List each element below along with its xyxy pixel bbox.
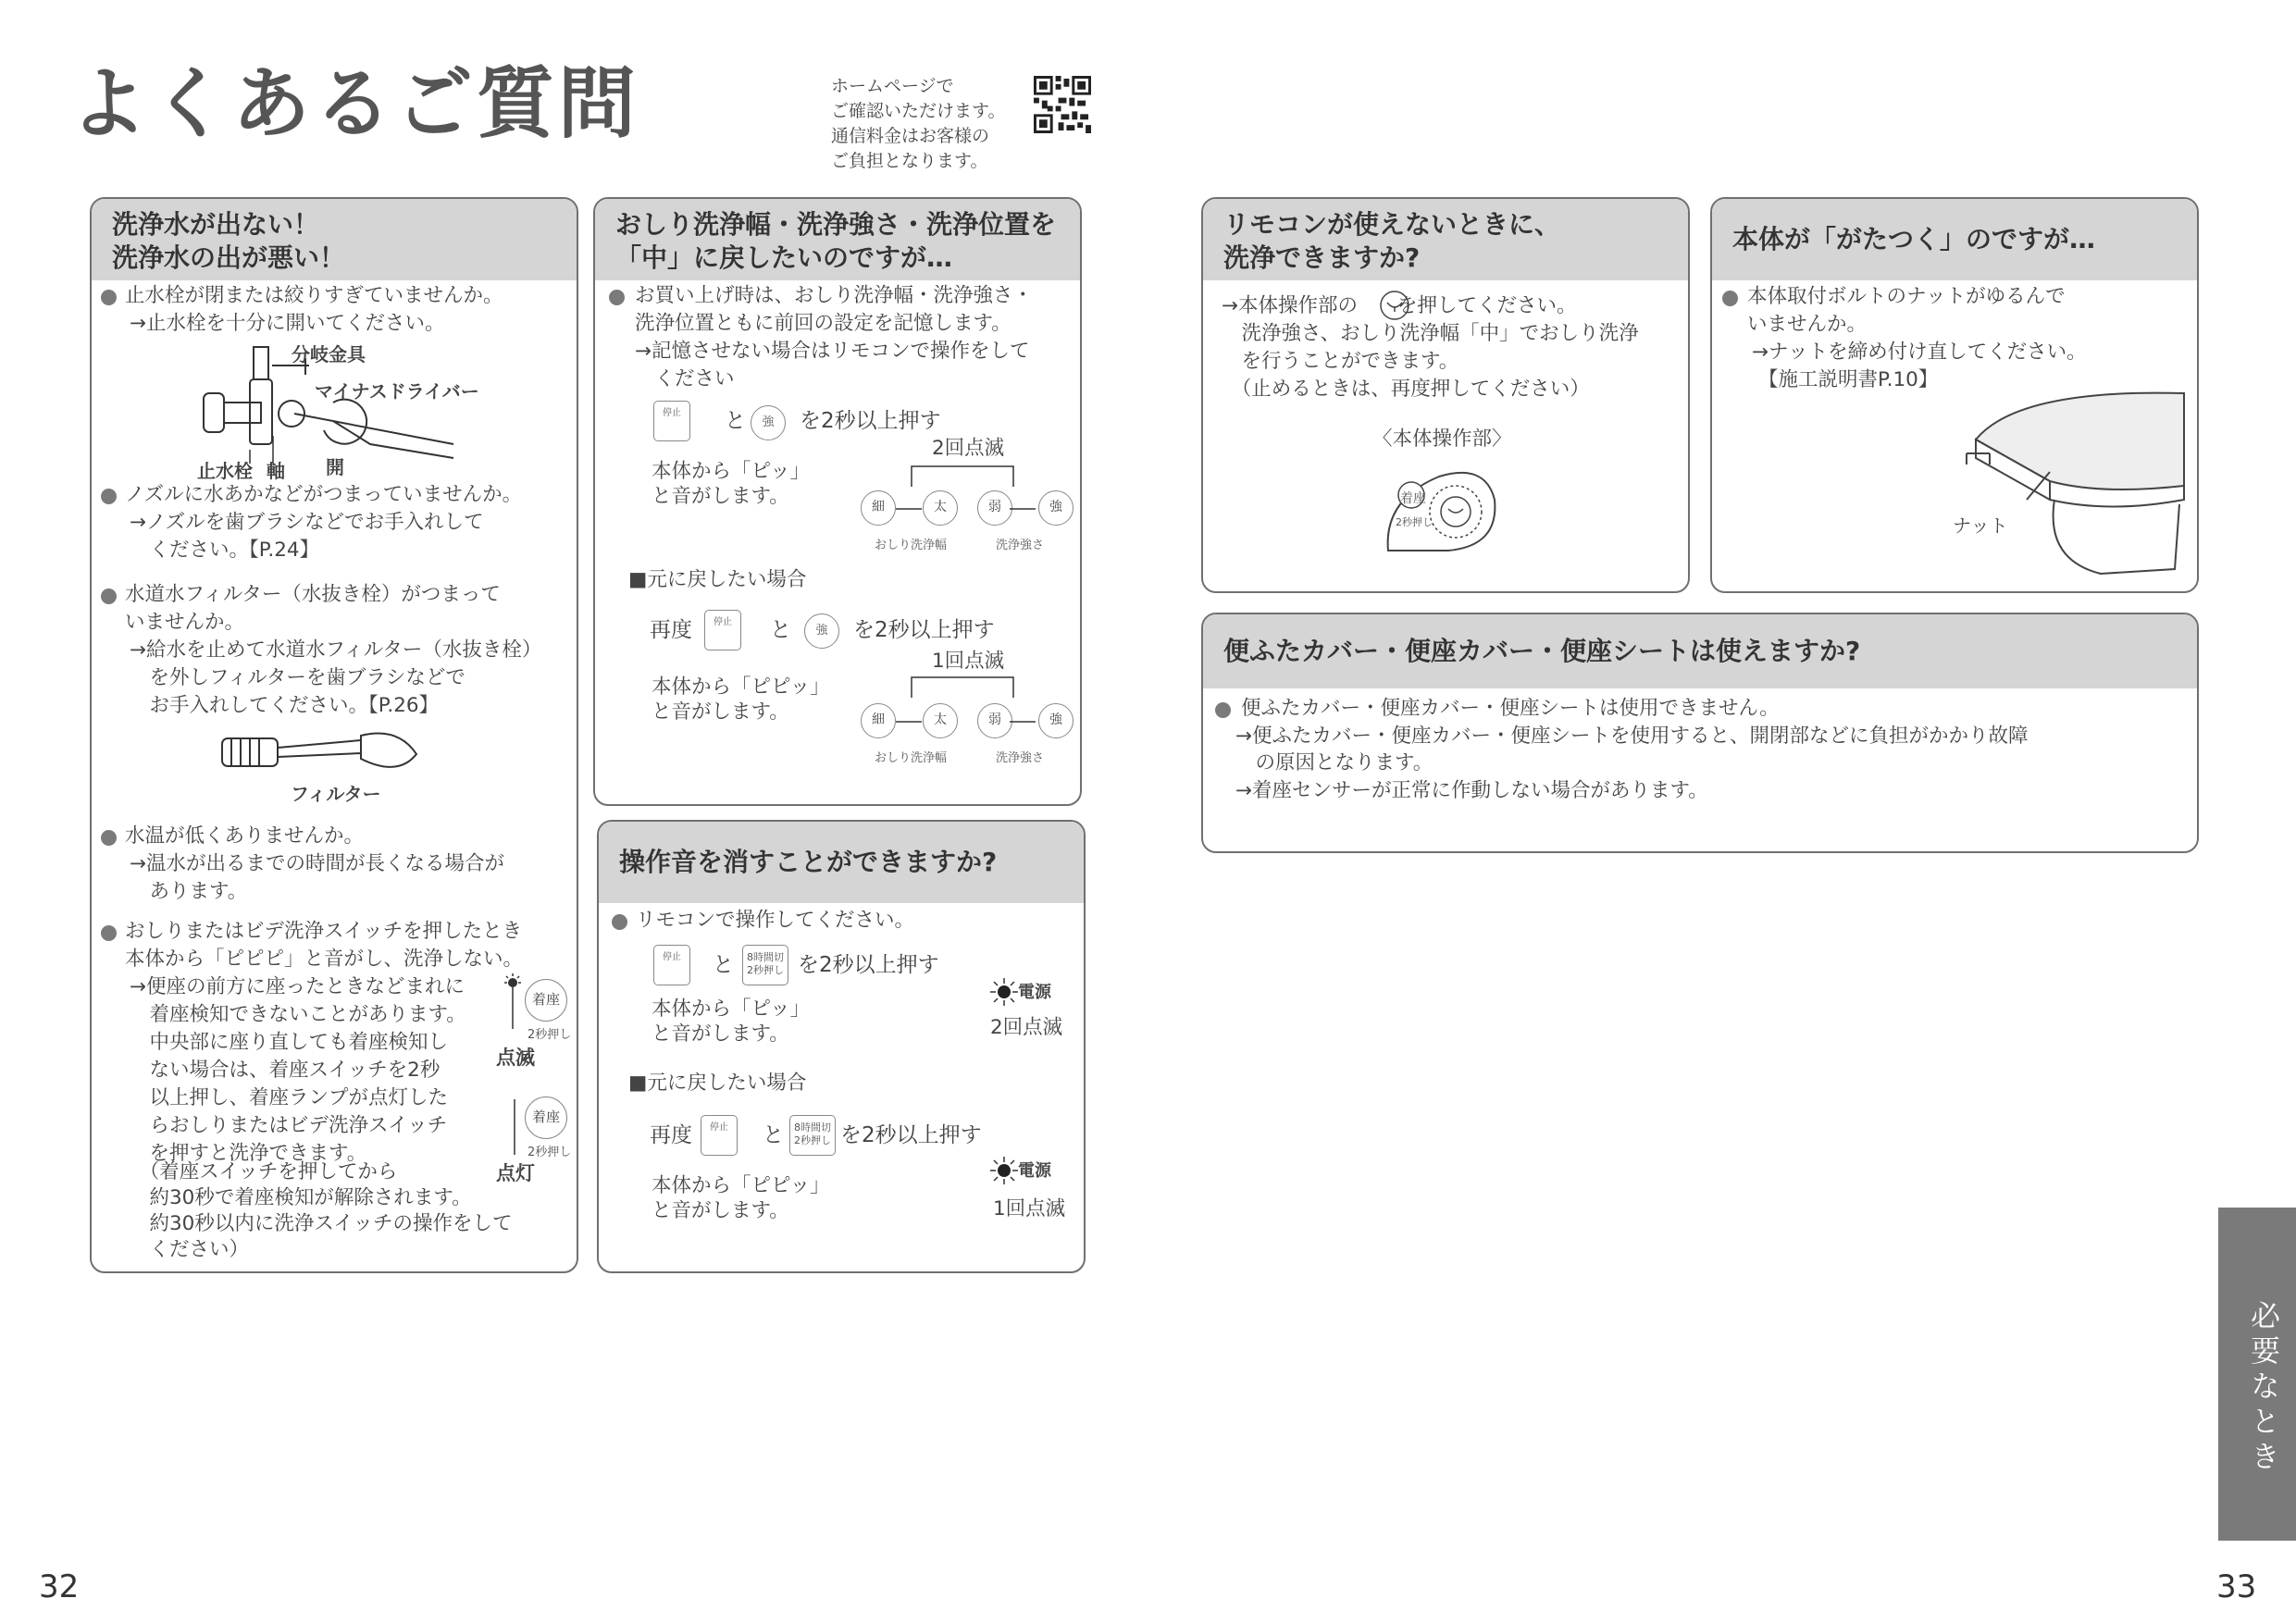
faq-heading — [1712, 199, 2197, 280]
qr-note-line: 通信料金はお客様の — [831, 126, 990, 146]
stop-button[interactable]: 停止 — [653, 945, 690, 985]
text-line: 洗浄強さ、おしり洗浄幅「中」でおしり洗浄 — [1222, 322, 1639, 345]
heading-line: おしり洗浄幅・洗浄強さ・洗浄位置を — [615, 209, 1057, 240]
heading-line: 「中」に戻したいのですが… — [615, 242, 953, 273]
text-line: →着座センサーが正常に作動しない場合があります。 — [1235, 779, 1708, 802]
power-label: 電源 — [1018, 983, 1051, 1002]
lamp-narrow: 細 — [861, 490, 896, 526]
lamp-weak: 弱 — [977, 703, 1012, 738]
text-line: 本体取付ボルトのナットがゆるんで — [1747, 285, 2066, 308]
page-number-right: 33 — [2216, 1568, 2257, 1605]
label-open: 開 — [326, 456, 344, 478]
faq-heading — [595, 199, 1080, 280]
lamp-strong: 強 — [1038, 490, 1074, 526]
heading-line: 操作音を消すことができますか? — [619, 847, 998, 877]
text-line: あります。 — [130, 880, 248, 903]
stop-button[interactable]: 停止 — [701, 1115, 738, 1156]
lamp-strong: 強 — [1038, 703, 1074, 738]
sound-line: と音がします。 — [652, 1199, 789, 1222]
heading-line: 便ふたカバー・便座カバー・便座シートは使えますか? — [1223, 636, 1861, 666]
bullet-icon — [101, 588, 117, 604]
heading-line: 洗浄水の出が悪い！ — [112, 242, 346, 273]
text-line: →記憶させない場合はリモコンで操作をして — [635, 340, 1030, 363]
seat-lamp-blinking: 着座 — [525, 979, 567, 1022]
text-line: →本体操作部の を押してください。 — [1222, 294, 1577, 317]
and-label: と — [713, 953, 734, 977]
text-line: らおしりまたはビデ洗浄スイッチ — [130, 1114, 448, 1137]
label-stop-valve: 止水栓 — [197, 460, 253, 482]
heading-line: 洗浄できますか? — [1223, 242, 1421, 273]
timer-label: 2秒押し — [747, 964, 784, 976]
heading-line: 本体が「がたつく」のですが… — [1732, 224, 2096, 254]
text-line: →ノズルを歯ブラシなどでお手入れして — [130, 511, 484, 534]
blink-count: 1回点滅 — [993, 1197, 1066, 1220]
text-line: 中央部に座り直しても着座検知し — [130, 1031, 449, 1054]
qr-note — [831, 74, 1005, 174]
text-line: （止めるときは、再度押してください） — [1222, 378, 1590, 401]
lamp-narrow: 細 — [861, 703, 896, 738]
lamp-group-label: 洗浄強さ — [996, 751, 1045, 765]
lamp-wide: 太 — [923, 703, 958, 738]
text-line: ノズルに水あかなどがつまっていませんか。 — [125, 483, 523, 506]
power-lamp-icon — [990, 976, 1018, 1008]
timer-label: 8時間切 — [747, 951, 784, 963]
push-label: 2秒押し — [1396, 516, 1433, 528]
text-line: ください — [635, 367, 735, 390]
text-line: 水道水フィルター（水抜き栓）がつまって — [125, 583, 501, 606]
blink-count: 1回点滅 — [932, 650, 1005, 673]
bullet-icon — [101, 830, 117, 846]
text-line: リモコンで操作してください。 — [636, 909, 915, 932]
again-label: 再度 — [650, 1123, 692, 1147]
text-line: を外しフィルターを歯ブラシなどで — [130, 666, 465, 689]
text-line: →止水栓を十分に開いてください。 — [130, 312, 445, 335]
side-tab-label: 必要なとき — [2246, 1300, 2281, 1476]
label-blinking: 点滅 — [496, 1047, 535, 1069]
text-line: お買い上げ時は、おしり洗浄幅・洗浄強さ・ — [635, 284, 1034, 307]
qr-note-line: ご負担となります。 — [831, 151, 988, 171]
instruction: を2秒以上押す — [800, 409, 941, 433]
text-line: 約30秒で着座検知が解除されます。 — [130, 1186, 472, 1209]
faq-heading — [1203, 614, 2197, 688]
lamp-connector-icon — [893, 718, 1041, 725]
bullet-icon — [1722, 291, 1738, 306]
lamp-group-label: おしり洗浄幅 — [875, 539, 948, 552]
label-screwdriver: マイナスドライバー — [315, 380, 479, 403]
stop-button[interactable]: 停止 — [653, 401, 690, 441]
text-line: →ナットを締め付け直してください。 — [1752, 341, 2087, 364]
text-line: 約30秒以内に洗浄スイッチの操作をして — [130, 1212, 513, 1235]
power-label: 電源 — [1018, 1161, 1051, 1181]
seat-button-label: 着座 — [1400, 491, 1426, 506]
blink-bracket-icon — [907, 461, 1027, 489]
text-line: を行うことができます。 — [1222, 350, 1459, 373]
lamp-wide: 太 — [923, 490, 958, 526]
timer-button[interactable] — [742, 945, 788, 985]
heading-line: 洗浄水が出ない！ — [112, 209, 320, 240]
text-line: （着座スイッチを押してから — [130, 1160, 398, 1183]
heading-line: リモコンが使えないときに、 — [1223, 209, 1561, 240]
lamp-group-label: おしり洗浄幅 — [875, 751, 948, 765]
sound-line: と音がします。 — [652, 700, 789, 724]
text-line: を押すと洗浄できます。 — [130, 1142, 367, 1165]
blink-count: 2回点滅 — [932, 437, 1005, 460]
sound-line: と音がします。 — [652, 485, 789, 508]
side-tab[interactable] — [2218, 1208, 2296, 1541]
faq-heading — [1203, 199, 1688, 280]
text-line: 水温が低くありませんか。 — [125, 824, 365, 848]
text-line: いませんか。 — [125, 611, 245, 634]
text-line: ない場合は、着座スイッチを2秒 — [130, 1059, 441, 1082]
label-filter: フィルター — [291, 783, 381, 805]
blink-bracket-icon — [907, 672, 1027, 700]
bullet-icon — [101, 290, 117, 305]
sound-line: 本体から「ピピッ」 — [652, 675, 830, 699]
strong-button[interactable]: 強 — [804, 613, 839, 649]
blink-rays-icon — [503, 973, 523, 1029]
page-number-left: 32 — [39, 1568, 80, 1605]
text-line: →便座の前方に座ったときなどまれに — [130, 975, 465, 998]
qr-code-icon[interactable] — [1034, 76, 1091, 133]
lamp-weak: 弱 — [977, 490, 1012, 526]
text-line: 以上押し、着座ランプが点灯した — [130, 1086, 449, 1109]
timer-label: 2秒押し — [794, 1134, 831, 1146]
sound-line: 本体から「ピッ」 — [652, 997, 811, 1021]
label-lit: 点灯 — [496, 1162, 535, 1184]
text-line: 本体から「ピピピ」と音がし、洗浄しない。 — [125, 948, 524, 971]
text-line: 洗浄位置ともに前回の設定を記憶します。 — [635, 312, 1011, 335]
seat-lamp-lit: 着座 — [525, 1096, 567, 1139]
instruction: を2秒以上押す — [840, 1123, 982, 1147]
sound-line: 本体から「ピピッ」 — [652, 1174, 830, 1197]
text-line: →便ふたカバー・便座カバー・便座シートを使用すると、開閉部などに負担がかかり故障 — [1235, 725, 2029, 748]
push-label: 2秒押し — [527, 1028, 572, 1042]
text-line: ください） — [130, 1238, 250, 1261]
label-branch-fitting: 分岐金具 — [292, 343, 366, 365]
revert-heading: ■元に戻したい場合 — [628, 1072, 807, 1095]
wash-button-icon — [1379, 290, 1410, 321]
sound-line: と音がします。 — [652, 1022, 789, 1046]
body-control-panel-illustration — [1384, 463, 1504, 555]
page-title: よくあるご質問 — [69, 58, 640, 149]
text-line: 止水栓が閉または絞りすぎていませんか。 — [125, 284, 503, 307]
and-label: と — [770, 618, 791, 642]
text-line: お手入れしてください。【P.26】 — [130, 694, 440, 717]
instruction: を2秒以上押す — [798, 953, 939, 977]
bullet-icon — [612, 914, 627, 930]
bullet-icon — [101, 925, 117, 941]
label-nut: ナット — [1953, 514, 2008, 537]
panel-label: 〈本体操作部〉 — [1372, 427, 1512, 451]
lamp-group-label: 洗浄強さ — [996, 539, 1045, 552]
text-line: 便ふたカバー・便座カバー・便座シートは使用できません。 — [1241, 697, 1780, 720]
qr-note-line: ホームページで — [831, 76, 954, 96]
text-line: 着座検知できないことがあります。 — [130, 1003, 466, 1026]
and-label: と — [763, 1123, 784, 1147]
faq-heading — [599, 822, 1084, 903]
qr-note-line: ご確認いただけます。 — [831, 101, 1006, 121]
bullet-icon — [1215, 702, 1231, 718]
stop-button[interactable]: 停止 — [704, 610, 741, 650]
faq-heading — [92, 199, 577, 280]
push-label: 2秒押し — [527, 1146, 572, 1159]
text-line: ください。【P.24】 — [130, 539, 320, 562]
bullet-icon — [609, 290, 625, 305]
strong-button[interactable]: 強 — [751, 405, 786, 440]
lamp-connector-icon — [893, 505, 1041, 513]
timer-button[interactable] — [789, 1115, 836, 1156]
text-line: いませんか。 — [1747, 313, 1868, 336]
instruction: を2秒以上押す — [853, 618, 995, 642]
text-line: の原因となります。 — [1235, 751, 1433, 774]
timer-label: 8時間切 — [794, 1121, 831, 1134]
toilet-seat-illustration — [1962, 384, 2189, 583]
text-line: おしりまたはビデ洗浄スイッチを押したとき — [125, 920, 523, 943]
text-line: 【施工説明書P.10】 — [1758, 368, 1939, 391]
bullet-icon — [101, 489, 117, 504]
revert-heading: ■元に戻したい場合 — [628, 568, 807, 591]
sound-line: 本体から「ピッ」 — [652, 460, 811, 483]
text-line: →給水を止めて水道水フィルター（水抜き栓） — [130, 638, 542, 662]
and-label: と — [725, 409, 746, 433]
filter-brush-illustration — [213, 722, 426, 782]
power-lamp-icon — [990, 1155, 1018, 1186]
indicator-line-icon — [512, 1099, 517, 1155]
label-shaft: 軸 — [267, 460, 285, 482]
text-line: →温水が出るまでの時間が長くなる場合が — [130, 852, 505, 875]
blink-count: 2回点滅 — [990, 1016, 1063, 1039]
again-label: 再度 — [650, 618, 692, 642]
